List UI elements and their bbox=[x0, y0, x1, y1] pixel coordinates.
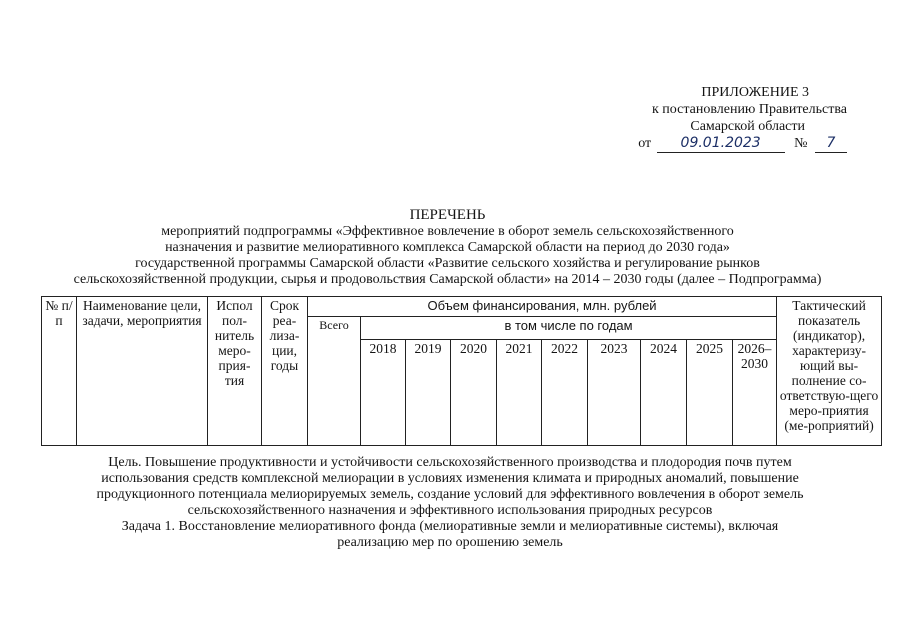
header-total: Всего bbox=[308, 317, 361, 446]
task-line: реализацию мер по орошению земель bbox=[337, 535, 563, 550]
date-prefix: от bbox=[638, 136, 652, 151]
header-year-2026-2030: 2026–2030 bbox=[733, 340, 777, 446]
measures-table bbox=[41, 296, 882, 446]
header-number: № п/п bbox=[42, 297, 77, 446]
goal-and-task bbox=[40, 455, 860, 551]
number-field bbox=[815, 135, 847, 153]
header-executor: Испол пол-нитель меро-прия-тия bbox=[208, 297, 262, 446]
header-year-2025: 2025 bbox=[687, 340, 733, 446]
header-year-2020: 2020 bbox=[451, 340, 497, 446]
number-value: 7 bbox=[826, 135, 836, 151]
goal-line: продукционного потенциала мелиорируемых земель, создание условий для эффективного вовлечения в оборот земель bbox=[96, 487, 804, 502]
header-by-years: в том числе по годам bbox=[361, 317, 777, 340]
goal-line: использования средств комплексной мелиорации в условиях изменения климата и природных аномалий, повышение bbox=[101, 471, 799, 486]
appendix-line-1: к постановлению Правительства bbox=[651, 102, 847, 117]
number-prefix: № bbox=[794, 136, 808, 151]
appendix-title: ПРИЛОЖЕНИЕ 3 bbox=[701, 85, 809, 100]
header-year-2018: 2018 bbox=[361, 340, 406, 446]
heading-line: государственной программы Самарской области «Развитие сельского хозяйства и регулирование рынков bbox=[135, 256, 760, 271]
heading-line: назначения и развитие мелиоративного комплекса Самарской области на период до 2030 года» bbox=[165, 240, 730, 255]
header-year-2023: 2023 bbox=[588, 340, 641, 446]
appendix-signature-line bbox=[607, 135, 847, 153]
header-name: Наименование цели, задачи, мероприятия bbox=[77, 297, 208, 446]
header-year-2024: 2024 bbox=[641, 340, 687, 446]
header-year-2019: 2019 bbox=[406, 340, 451, 446]
heading-title: ПЕРЕЧЕНЬ bbox=[409, 207, 486, 223]
appendix-line-2: Самарской области bbox=[690, 119, 805, 134]
goal-line: сельскохозяйственного назначения и эффективного использования природных ресурсов bbox=[187, 503, 713, 518]
heading-line: сельскохозяйственной продукции, сырья и продовольствия Самарской области» на 2014 – 2030 годы (далее – Подпрограмма) bbox=[73, 272, 822, 287]
header-indicator: Тактический показатель (индикатор), характеризу-ющий вы-полнение со-ответствую-щего меро-приятия (ме-роприятий) bbox=[777, 297, 882, 446]
date-value: 09.01.2023 bbox=[680, 135, 761, 151]
heading-line: мероприятий подпрограммы «Эффективное вовлечение в оборот земель сельскохозяйственного bbox=[161, 224, 734, 239]
header-year-2021: 2021 bbox=[497, 340, 542, 446]
header-term: Срок реа-лиза-ции, годы bbox=[262, 297, 308, 446]
task-line: Задача 1. Восстановление мелиоративного фонда (мелиоративные земли и мелиоративные системы), включая bbox=[121, 519, 779, 534]
header-financing: Объем финансирования, млн. рублей bbox=[308, 297, 777, 317]
header-year-2022: 2022 bbox=[542, 340, 588, 446]
document-heading bbox=[40, 207, 855, 288]
date-field bbox=[657, 135, 785, 153]
appendix-block bbox=[607, 84, 847, 153]
goal-line: Цель. Повышение продуктивности и устойчивости сельскохозяйственного производства и плодородия почв путем bbox=[108, 455, 792, 470]
